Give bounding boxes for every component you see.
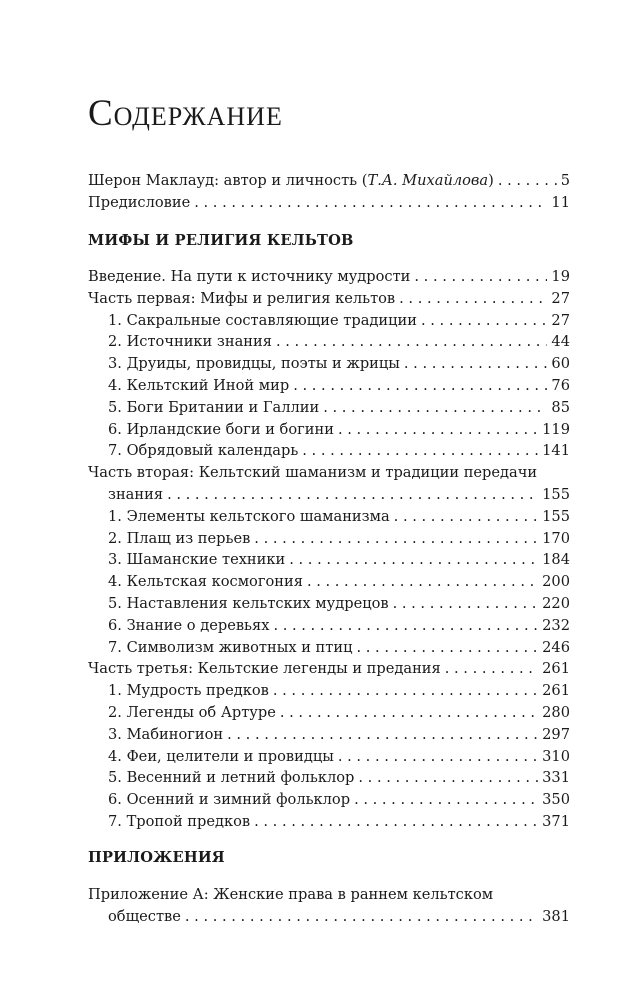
dot-leader — [338, 746, 538, 768]
toc-entry-label: 7. Обрядовый календарь — [108, 442, 299, 460]
toc-entry-label-continued: знания — [108, 485, 164, 503]
toc-entry[interactable] — [88, 192, 570, 214]
page-title: Содержание — [88, 93, 283, 134]
toc-entry[interactable] — [88, 462, 570, 506]
toc-entry[interactable] — [88, 528, 570, 550]
toc-entry-label: Введение. На пути к источнику мудрости — [88, 268, 411, 285]
toc-entry-page: 155 — [542, 507, 570, 525]
toc-entry-label: Часть вторая: Кельтский шаманизм и традиции передачи — [88, 464, 538, 482]
dot-leader — [393, 593, 539, 615]
toc-entry[interactable] — [88, 331, 570, 353]
toc-entry-label: 1. Мудрость предков — [108, 682, 269, 700]
toc-entry-page: 261 — [542, 682, 570, 700]
toc-entry-page: 184 — [542, 551, 570, 569]
toc-entry-label: Часть третья: Кельтские легенды и предания — [88, 660, 441, 678]
toc-entry-label: 6. Ирландские боги и богини — [108, 420, 334, 438]
toc-entry-label: 3. Шаманские техники — [108, 551, 286, 569]
dot-leader — [399, 288, 547, 310]
toc-entry-label: 3. Друиды, провидцы, поэты и жрицы — [108, 355, 400, 373]
toc-entry-label: Шерон Маклауд: автор и личность (Т.А. Михайлова) — [88, 172, 494, 189]
toc-entry-label: 5. Боги Британии и Галлии — [108, 398, 320, 416]
toc-section-appendices — [88, 884, 570, 928]
toc-entry-page: 19 — [551, 268, 570, 285]
toc-entry[interactable] — [88, 789, 570, 811]
toc-entry[interactable] — [88, 767, 570, 789]
toc-entry-label: Предисловие — [88, 193, 191, 211]
toc-entry[interactable] — [88, 506, 570, 528]
toc-entry-label-continued: обществе — [108, 907, 181, 925]
toc-entry-label: 6. Осенний и зимний фольклор — [108, 791, 351, 809]
toc-intro — [88, 170, 570, 214]
dot-leader — [302, 440, 538, 462]
toc-entry-page: 280 — [542, 703, 570, 721]
dot-leader — [498, 170, 557, 192]
dot-leader — [227, 724, 538, 746]
toc-entry[interactable] — [88, 680, 570, 702]
toc-entry-label: 1. Элементы кельтского шаманизма — [108, 507, 390, 525]
toc-entry-page: 261 — [542, 660, 570, 678]
toc-entry-page: 310 — [542, 747, 570, 765]
toc-entry-page: 119 — [542, 420, 570, 438]
toc-entry[interactable] — [88, 702, 570, 724]
section-heading: МИФЫ И РЕЛИГИЯ КЕЛЬТОВ — [88, 232, 354, 249]
dot-leader — [254, 811, 538, 833]
dot-leader — [185, 906, 538, 928]
toc-entry-page: 381 — [542, 907, 570, 925]
toc-entry-label: Приложение А: Женские права в раннем кельтском — [88, 886, 494, 903]
dot-leader — [394, 506, 538, 528]
toc-entry[interactable] — [88, 397, 570, 419]
toc-entry-page: 27 — [551, 289, 570, 307]
dot-leader — [358, 767, 538, 789]
toc-entry[interactable] — [88, 884, 570, 928]
toc-entry-page: 350 — [542, 791, 570, 809]
toc-entry-page: 44 — [551, 333, 570, 351]
toc-entry[interactable] — [88, 724, 570, 746]
toc-entry-label: 2. Плащ из перьев — [108, 529, 251, 547]
toc-entry-label: 4. Кельтский Иной мир — [108, 376, 290, 394]
toc-entry-page: 27 — [551, 311, 570, 329]
dot-leader — [289, 549, 538, 571]
toc-entry-page: 155 — [542, 485, 570, 503]
dot-leader — [323, 397, 547, 419]
dot-leader — [194, 192, 547, 214]
toc-entry[interactable] — [88, 637, 570, 659]
toc-entry-label: 7. Символизм животных и птиц — [108, 638, 353, 656]
toc-entry[interactable] — [88, 310, 570, 332]
dot-leader — [273, 615, 538, 637]
toc-entry[interactable] — [88, 266, 570, 288]
toc-entry-page: 371 — [542, 812, 570, 830]
dot-leader — [293, 375, 547, 397]
toc-entry[interactable] — [88, 170, 570, 192]
dot-leader — [356, 637, 538, 659]
toc-entry[interactable] — [88, 353, 570, 375]
toc-entry-label: 5. Наставления кельтских мудрецов — [108, 594, 389, 612]
toc-entry-label: 2. Источники знания — [108, 333, 272, 351]
section-heading: ПРИЛОЖЕНИЯ — [88, 849, 225, 866]
toc-entry-page: 331 — [542, 769, 570, 787]
toc-entry-label: 7. Тропой предков — [108, 812, 251, 830]
dot-leader — [338, 419, 538, 441]
toc-entry-label: 6. Знание о деревьях — [108, 616, 270, 634]
toc-entry[interactable] — [88, 440, 570, 462]
toc-entry[interactable] — [88, 615, 570, 637]
toc-entry-label: 4. Кельтская космогония — [108, 573, 303, 591]
toc-entry-label: 5. Весенний и летний фольклор — [108, 769, 355, 787]
toc-entry[interactable] — [88, 571, 570, 593]
toc-entry[interactable] — [88, 419, 570, 441]
toc-entry-page: 220 — [542, 594, 570, 612]
toc-entry[interactable] — [88, 288, 570, 310]
dot-leader — [307, 571, 538, 593]
toc-entry-page: 85 — [551, 398, 570, 416]
dot-leader — [414, 266, 547, 288]
toc-entry-page: 11 — [551, 193, 570, 211]
toc-entry[interactable] — [88, 658, 570, 680]
toc-section-myths — [88, 266, 570, 833]
toc-entry-page: 170 — [542, 529, 570, 547]
toc-entry-page: 246 — [542, 638, 570, 656]
dot-leader — [421, 310, 547, 332]
toc-entry-label: 4. Феи, целители и провидцы — [108, 747, 334, 765]
dot-leader — [167, 484, 538, 506]
toc-entry-page: 141 — [542, 442, 570, 460]
dot-leader — [254, 528, 538, 550]
toc-entry-page: 200 — [542, 573, 570, 591]
dot-leader — [273, 680, 538, 702]
toc-entry-page: 60 — [551, 355, 570, 373]
toc-entry-label: Часть первая: Мифы и религия кельтов — [88, 289, 396, 307]
toc-entry[interactable] — [88, 549, 570, 571]
toc-entry[interactable] — [88, 746, 570, 768]
dot-leader — [445, 658, 538, 680]
toc-entry[interactable] — [88, 375, 570, 397]
dot-leader — [276, 331, 547, 353]
toc-entry-author: Т.А. Михайлова — [367, 172, 489, 189]
toc-entry-label: 2. Легенды об Артуре — [108, 703, 276, 721]
toc-entry-page: 5 — [560, 172, 570, 189]
toc-entry[interactable] — [88, 593, 570, 615]
toc-entry-page: 297 — [542, 725, 570, 743]
toc-entry-page: 76 — [551, 376, 570, 394]
toc-entry-label: 3. Мабиногион — [108, 725, 224, 743]
dot-leader — [354, 789, 538, 811]
dot-leader — [404, 353, 548, 375]
toc-entry-label: 1. Сакральные составляющие традиции — [108, 311, 417, 329]
toc-entry-page: 232 — [542, 616, 570, 634]
dot-leader — [280, 702, 538, 724]
toc-entry[interactable] — [88, 811, 570, 833]
